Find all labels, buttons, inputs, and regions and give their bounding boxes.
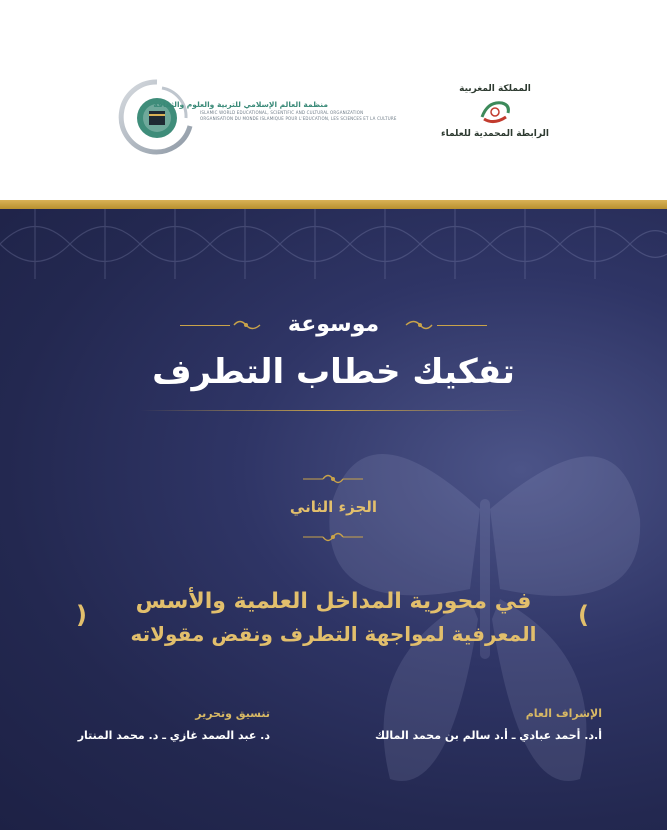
rabita-name: الرابطة المحمدية للعلماء <box>441 129 549 139</box>
kingdom-label: المملكة المغربية <box>459 84 531 94</box>
subtitle-line-1: في محورية المداخل العلمية والأسس <box>135 589 532 614</box>
editing-names: د. عبد الصمد غازي ـ د. محمد المنتار <box>77 729 270 742</box>
cover-header <box>0 0 667 200</box>
rabita-emblem-icon <box>478 97 512 127</box>
subtitle-paren-right: ( <box>578 601 589 629</box>
supervision-label: الإشراف العام <box>525 707 602 720</box>
ornament-line-right <box>437 325 487 326</box>
supervision-credit <box>352 707 602 742</box>
rabita-logo <box>430 84 560 154</box>
part-ornament-top-icon <box>303 471 363 487</box>
part-label: الجزء الثاني <box>289 498 378 516</box>
geometric-pattern <box>0 209 667 279</box>
subtitle-paren-left: ) <box>76 601 87 629</box>
isesco-name-en: ISLAMIC WORLD EDUCATIONAL, SCIENTIFIC AND CULTURAL ORGANIZATION <box>200 110 364 115</box>
isesco-name-fr: ORGANISATION DU MONDE ISLAMIQUE POUR L'EDUCATION, LES SCIENCES ET LA CULTURE <box>200 116 397 121</box>
title-divider <box>140 410 527 411</box>
part-ornament-bottom-icon <box>303 529 363 545</box>
editing-credit <box>40 707 270 742</box>
ornament-right-icon <box>404 317 434 333</box>
gold-band <box>0 200 667 209</box>
editing-label: تنسيق وتحرير <box>195 707 270 720</box>
series-label: موسوعة <box>287 312 380 337</box>
isesco-emblem-icon <box>118 78 196 156</box>
supervision-names: أ.د. أحمد عبادي ـ أ.د سالم بن محمد المالك <box>374 729 602 742</box>
main-title: تفكيك خطاب التطرف <box>152 352 515 392</box>
isesco-name-ar: منظمة العالم الإسلامي للتربية والعلوم والثقافة <box>153 100 328 109</box>
subtitle-line-2: المعرفية لمواجهة التطرف ونقض مقولاته <box>130 622 537 646</box>
isesco-logo <box>118 72 397 162</box>
cover-body <box>0 209 667 830</box>
